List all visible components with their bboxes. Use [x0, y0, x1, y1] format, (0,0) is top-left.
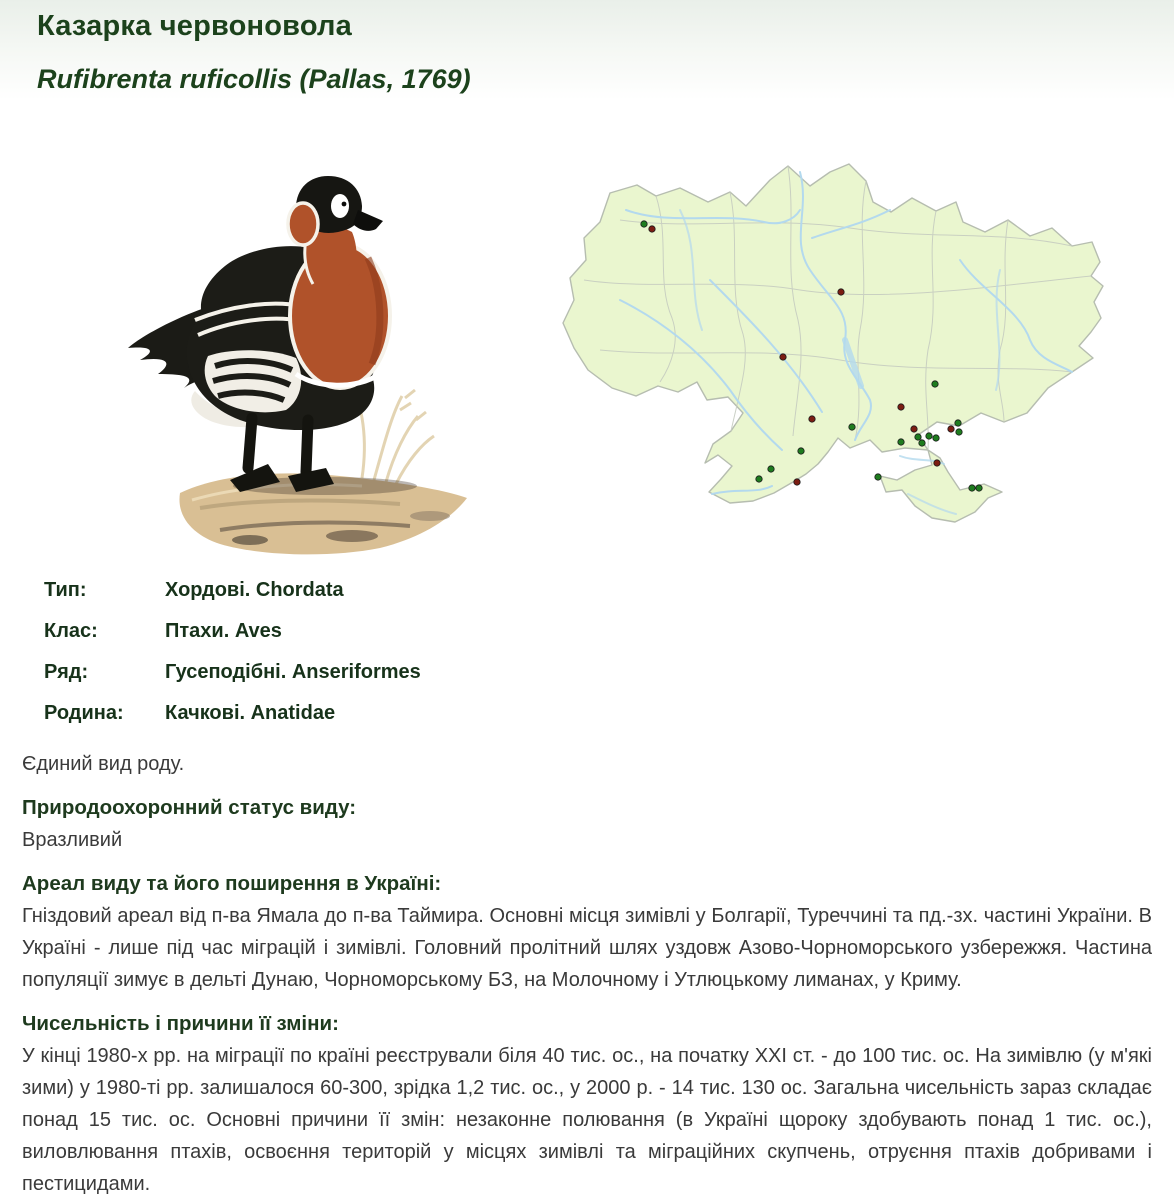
- bird-illustration: [100, 148, 520, 568]
- bird-bill: [353, 210, 383, 231]
- page-title: Казарка червоновола: [37, 10, 352, 42]
- taxonomy-label: Родина:: [44, 702, 124, 724]
- genus-note: Єдиний вид роду.: [22, 753, 185, 775]
- record-dot-green: [641, 221, 647, 227]
- record-dot-red: [838, 289, 844, 295]
- record-dot-red: [948, 426, 954, 432]
- record-dot-green: [932, 381, 938, 387]
- record-dot-green: [933, 435, 939, 441]
- record-dot-green: [926, 433, 932, 439]
- section-population: [22, 1008, 1152, 1200]
- loral-patch: [331, 194, 349, 218]
- taxonomy-label: Клас:: [44, 620, 98, 642]
- taxonomy-value: Качкові. Anatidae: [165, 702, 336, 724]
- record-dot-green: [976, 485, 982, 491]
- record-dot-red: [649, 226, 655, 232]
- record-dot-green: [915, 434, 921, 440]
- record-dot-green: [756, 476, 762, 482]
- record-dot-green: [955, 420, 961, 426]
- cheek-patch: [288, 203, 318, 245]
- distribution-map: [560, 150, 1174, 530]
- record-dot-green: [969, 485, 975, 491]
- record-dot-red: [911, 426, 917, 432]
- article-text: [22, 748, 1152, 1200]
- section-body: Гніздовий ареал від п-ва Ямала до п-ва Таймира. Основні місця зимівлі у Болгарії, Туреччині та пд.-зх. частині України. В Україні - лише під час міграцій і зимівлі. Головний пролітний шлях уздовж Азово-Чорноморського узбережжя. Частина популяції зимує в дельті Дунаю, Чорноморському БЗ, на Молочному і Утлюцькому лиманах, у Криму.: [22, 905, 1152, 991]
- taxonomy-row-class: [44, 619, 544, 643]
- taxonomy-label: Ряд:: [44, 661, 89, 683]
- record-dot-red: [794, 479, 800, 485]
- latin-name: Rufibrenta ruficollis (Pallas, 1769): [37, 64, 471, 94]
- taxonomy-value: Хордові. Chordata: [165, 579, 344, 601]
- record-dot-red: [898, 404, 904, 410]
- section-body: Вразливий: [22, 829, 123, 851]
- taxonomy-label: Тип:: [44, 579, 87, 601]
- record-dot-green: [919, 440, 925, 446]
- section-heading: Ареал виду та його поширення в Україні:: [22, 872, 442, 895]
- taxonomy-value: Птахи. Aves: [165, 620, 282, 642]
- taxonomy-value: Гусеподібні. Anseriformes: [165, 661, 421, 683]
- record-dot-green: [768, 466, 774, 472]
- taxonomy-row-type: [44, 578, 544, 602]
- taxonomy-row-family: [44, 701, 544, 725]
- record-dot-green: [798, 448, 804, 454]
- section-range: [22, 868, 1152, 996]
- section-heading: Природоохоронний статус виду:: [22, 796, 357, 819]
- record-dot-red: [809, 416, 815, 422]
- record-dot-green: [875, 474, 881, 480]
- record-dot-red: [934, 460, 940, 466]
- crimea: [880, 450, 1002, 522]
- record-dot-red: [780, 354, 786, 360]
- section-body: У кінці 1980-х рр. на міграції по країні реєстрували біля 40 тис. ос., на початку XXI ст. - до 100 тис. ос. На зимівлю (у м'які зими) у 1980-ті рр. залишалося 60-300, зрідка 1,2 тис. ос., у 2000 р. - 14 тис. 130 ос. Загальна чисельність зараз складає понад 15 тис. ос. Основні причини її змін: незаконне полювання (в Україні щороку здобувають понад 1 тис. ос.), виловлювання птахів, освоєння територій у місцях зимівлі та міграційних скупчень, отруєння птахів добривами і пестицидами.: [22, 1045, 1152, 1195]
- bird-eye: [342, 202, 347, 207]
- record-dot-green: [956, 429, 962, 435]
- taxonomy-row-order: [44, 660, 544, 684]
- record-dot-green: [898, 439, 904, 445]
- section-heading: Чисельність і причини її зміни:: [22, 1012, 339, 1035]
- record-dot-green: [849, 424, 855, 430]
- section-status: [22, 792, 1152, 856]
- taxonomy-table: [44, 578, 544, 742]
